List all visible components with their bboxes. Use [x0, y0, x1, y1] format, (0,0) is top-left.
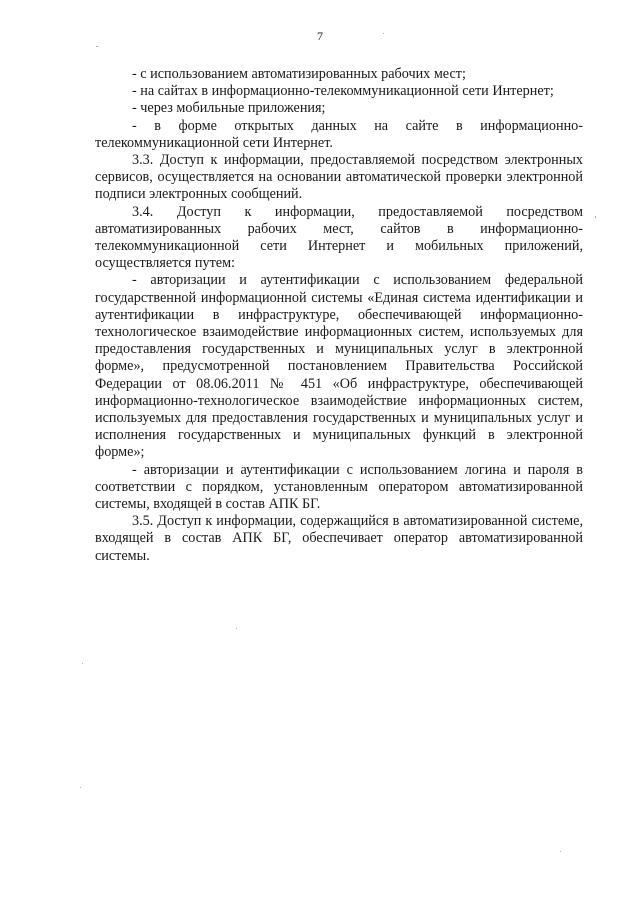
clause-3-3: 3.3. Доступ к информации, предоставляемой посредством электронных сервисов, осуществляется на основании автоматической проверки электронной подписи электронных сообщений.: [95, 152, 583, 203]
list-item-login-password-authorization: - авторизации и аутентификации с использованием логина и пароля в соответствии с порядком, установленным оператором автоматизированной системы, входящей в состав АПК БГ.: [95, 461, 583, 513]
list-item-workstations: - с использованием автоматизированных рабочих мест;: [132, 66, 466, 82]
page-number: 7: [317, 29, 323, 43]
clause-3-4: 3.4. Доступ к информации, предоставляемой посредством автоматизированных рабочих мест, сайтов в информационно-телекоммуникационной сети Интернет и мобильных приложений, осуществляется путем:: [95, 203, 583, 272]
list-item-esia-authorization: - авторизации и аутентификации с использованием федеральной государственной информационной системы «Единая система идентификации и аутентификации в инфраструктуре, обеспечивающей информационно-технологическое взаимодействие информационных систем, используемых для предоставления государственных и муниципальных услуг в электронной форме», предусмотренной постановлением Правительства Российской Федерации от 08.06.2011 № 451 «Об инфраструктуре, обеспечивающей информационно-технологическое взаимодействие информационных систем, используемых для предоставления государственных и муниципальных услуг и исполнения государственных и муниципальных функций в электронной форме»;: [95, 272, 583, 461]
list-item-open-data: - в форме открытых данных на сайте в информационно-телекоммуникационной сети Интернет.: [95, 117, 583, 151]
scan-speck: [595, 216, 596, 218]
document-body: [95, 66, 583, 565]
scan-speck: [80, 787, 81, 788]
clause-3-5: 3.5. Доступ к информации, содержащийся в автоматизированной системе, входящей в состав АПК БГ, обеспечивает оператор автоматизированной системы.: [95, 513, 583, 564]
scan-speck: [96, 46, 98, 47]
scan-speck: [560, 851, 561, 852]
list-item-websites: - на сайтах в информационно-телекоммуникационной сети Интернет;: [132, 83, 554, 100]
scan-speck: [383, 33, 384, 34]
list-item-mobile-apps: - через мобильные приложения;: [132, 100, 326, 117]
scan-speck: [82, 663, 83, 664]
scan-speck: [236, 628, 237, 629]
